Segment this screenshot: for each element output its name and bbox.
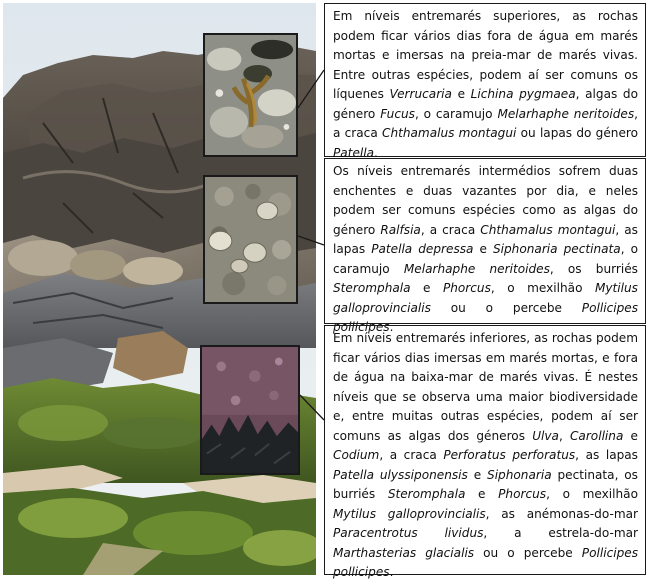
species-name: Melarhaphe neritoides <box>497 106 635 121</box>
species-name: Patella depressa <box>371 242 474 256</box>
inset-photo-upper-intertidal <box>203 33 298 157</box>
limpet-shell <box>257 202 278 219</box>
species-name: Melarhaphe neritoides <box>403 261 550 276</box>
species-name: Paracentrotus lividus <box>333 526 484 540</box>
species-name: Steromphala <box>333 281 411 295</box>
panel-text: ou o percebe <box>474 545 582 560</box>
panel-text: , algas do género <box>333 87 638 121</box>
species-name: Phorcus <box>442 281 491 295</box>
species-name: Mytilus galloprovincialis <box>333 506 486 521</box>
species-name: Siphonaria pectinata <box>492 242 621 256</box>
panel-text: e <box>467 467 488 482</box>
species-name: Phorcus <box>498 487 547 501</box>
species-name: Patella ulyssiponensis <box>333 467 468 482</box>
panel-text: , o caramujo <box>333 242 638 276</box>
species-name: Carollina <box>569 428 624 443</box>
panel-text: ou lapas do género <box>516 126 638 140</box>
species-name: Codium <box>333 448 380 462</box>
text-panel-upper-intertidal <box>324 3 646 160</box>
species-name: Pollicipes pollicipes <box>333 300 638 334</box>
species-name: Mytilus galloprovincialis <box>333 281 638 315</box>
panel-text: ou o percebe <box>430 300 582 315</box>
inset-photo-middle-intertidal <box>203 175 298 304</box>
panel-text: , a estrela-do-mar <box>483 526 639 540</box>
panel-text: e <box>410 281 443 295</box>
panel-text: . <box>389 320 394 334</box>
limpet-shell <box>209 231 232 250</box>
inset-photo-lower-intertidal <box>200 345 300 475</box>
panel-text: , os burriés <box>549 261 638 276</box>
panel-text: , o mexilhão <box>490 281 595 295</box>
panel-text: , o caramujo <box>414 106 498 121</box>
panel-text: , a craca <box>333 106 638 140</box>
panel-text: Em níveis entremarés inferiores, as rochas podem ficar vários dias imersas em marés mortas, e fora de água na baixa-mar de marés vivas. É nestes níveis que se observa uma maior biodiversidade e, entre muitas outras espécies, podem aí ser comuns as algas dos géneros <box>333 331 638 443</box>
panel-text: e <box>451 87 471 101</box>
species-name: Perforatus perforatus <box>443 448 576 462</box>
species-name: Verrucaria <box>389 87 452 101</box>
panel-text: . <box>374 145 378 160</box>
text-panel-lower-intertidal <box>324 325 646 579</box>
panel-text: , o mexilhão <box>546 487 638 501</box>
panel-text: , a craca <box>379 448 444 462</box>
species-name: Marthasterias glacialis <box>333 545 475 560</box>
limpet-shell <box>243 243 266 262</box>
panel-text: , <box>558 428 570 443</box>
species-name: Siphonaria <box>487 467 552 482</box>
panel-text: pectinata, os burriés <box>333 467 638 501</box>
species-name: Ralfsia <box>380 222 421 237</box>
panel-text: , as anémonas-do-mar <box>485 506 638 521</box>
panel-text: , a craca <box>420 222 481 237</box>
panel-text: , as lapas <box>575 448 638 462</box>
panel-text: , as lapas <box>333 222 638 256</box>
species-name: Fucus <box>380 106 415 121</box>
panel-text: Em níveis entremarés superiores, as rochas podem ficar vários dias fora de água em marés mortas e imersas na preia-mar de marés vivas. Entre outras espécies, podem aí ser comuns os líquenes <box>333 9 638 101</box>
panel-text: . <box>389 565 394 579</box>
text-panel-middle-intertidal <box>324 158 646 334</box>
panel-text: e <box>473 242 493 256</box>
panel-text: Os níveis entremarés intermédios sofrem duas enchentes e duas vazantes por dia, e neles podem ser comuns espécies como as algas do género <box>333 164 638 237</box>
panel-text: e <box>623 428 638 443</box>
species-name: Chthamalus montagui <box>382 126 517 140</box>
species-name: Chthamalus montagui <box>480 222 616 237</box>
panel-text: e <box>465 487 499 501</box>
species-name: Pollicipes pollicipes <box>333 545 638 579</box>
species-name: Steromphala <box>387 487 466 501</box>
species-name: Lichina pygmaea <box>470 87 576 101</box>
species-name: Ulva <box>532 428 559 443</box>
species-name: Patella <box>333 145 375 160</box>
